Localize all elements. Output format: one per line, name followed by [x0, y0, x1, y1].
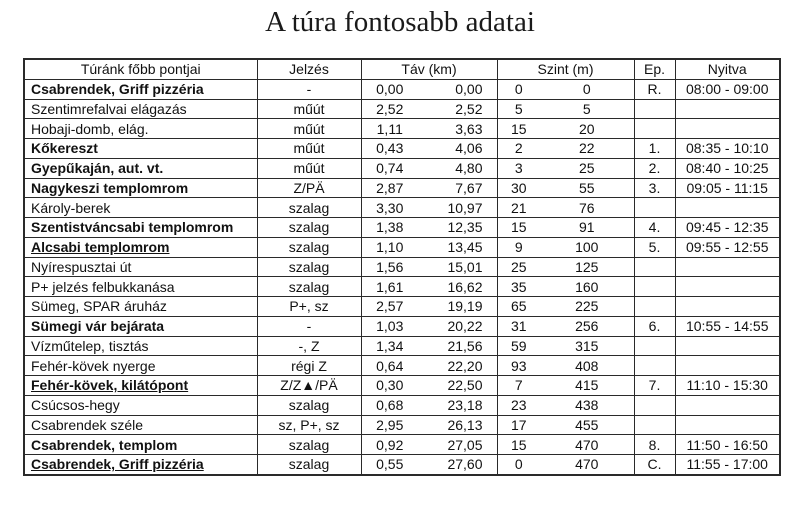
table-row	[24, 119, 780, 139]
checkpoint-cell	[634, 395, 675, 415]
distance-total-cell: 27,60	[418, 455, 497, 475]
elevation-total-cell: 408	[540, 356, 634, 376]
marking-cell: szalag	[257, 277, 361, 297]
elevation-total-cell: 225	[540, 297, 634, 317]
distance-total-cell: 4,80	[418, 158, 497, 178]
checkpoint-cell: 8.	[634, 435, 675, 455]
point-name: P+ jelzés felbukkanása	[24, 277, 257, 297]
elevation-segment-cell: 31	[497, 316, 540, 336]
table-row	[24, 158, 780, 178]
table-row	[24, 198, 780, 218]
elevation-segment-cell: 35	[497, 277, 540, 297]
point-name: Csabrendek, Griff pizzéria	[24, 79, 257, 99]
elevation-segment-cell: 30	[497, 178, 540, 198]
point-name: Szentistváncsabi templomrom	[24, 218, 257, 238]
distance-segment-cell: 2,95	[361, 415, 418, 435]
elevation-total-cell: 438	[540, 395, 634, 415]
distance-total-cell: 10,97	[418, 198, 497, 218]
distance-total-cell: 12,35	[418, 218, 497, 238]
marking-cell: műút	[257, 119, 361, 139]
marking-cell: -	[257, 79, 361, 99]
elevation-segment-cell: 65	[497, 297, 540, 317]
checkpoint-cell	[634, 257, 675, 277]
distance-total-cell: 21,56	[418, 336, 497, 356]
checkpoint-cell	[634, 198, 675, 218]
open-hours-cell: 09:45 - 12:35	[675, 218, 780, 238]
distance-segment-cell: 0,64	[361, 356, 418, 376]
distance-segment-cell: 0,00	[361, 79, 418, 99]
point-name: Csabrendek, Griff pizzéria	[24, 455, 257, 475]
elevation-total-cell: 22	[540, 139, 634, 159]
distance-segment-cell: 2,57	[361, 297, 418, 317]
table-row	[24, 356, 780, 376]
distance-total-cell: 22,20	[418, 356, 497, 376]
elevation-total-cell: 20	[540, 119, 634, 139]
elevation-segment-cell: 17	[497, 415, 540, 435]
table-row	[24, 435, 780, 455]
open-hours-cell: 08:35 - 10:10	[675, 139, 780, 159]
table-row	[24, 376, 780, 396]
distance-segment-cell: 2,52	[361, 99, 418, 119]
table-row	[24, 139, 780, 159]
distance-segment-cell: 0,92	[361, 435, 418, 455]
elevation-total-cell: 100	[540, 237, 634, 257]
elevation-total-cell: 55	[540, 178, 634, 198]
elevation-total-cell: 455	[540, 415, 634, 435]
elevation-segment-cell: 15	[497, 119, 540, 139]
checkpoint-cell: 7.	[634, 376, 675, 396]
distance-total-cell: 22,50	[418, 376, 497, 396]
distance-segment-cell: 3,30	[361, 198, 418, 218]
checkpoint-cell: 1.	[634, 139, 675, 159]
marking-cell: szalag	[257, 435, 361, 455]
table-row	[24, 79, 780, 99]
checkpoint-cell	[634, 415, 675, 435]
point-name: Vízműtelep, tisztás	[24, 336, 257, 356]
header-distance: Táv (km)	[361, 59, 497, 79]
elevation-segment-cell: 15	[497, 435, 540, 455]
elevation-total-cell: 25	[540, 158, 634, 178]
checkpoint-cell	[634, 119, 675, 139]
table-row	[24, 178, 780, 198]
distance-segment-cell: 0,74	[361, 158, 418, 178]
elevation-segment-cell: 0	[497, 455, 540, 475]
checkpoint-cell	[634, 356, 675, 376]
marking-cell: -, Z	[257, 336, 361, 356]
header-open: Nyitva	[675, 59, 780, 79]
point-name: Csabrendek, templom	[24, 435, 257, 455]
elevation-total-cell: 91	[540, 218, 634, 238]
marking-cell: szalag	[257, 237, 361, 257]
open-hours-cell: 11:55 - 17:00	[675, 455, 780, 475]
table-row	[24, 316, 780, 336]
marking-cell: Z/PÄ	[257, 178, 361, 198]
distance-total-cell: 15,01	[418, 257, 497, 277]
elevation-total-cell: 470	[540, 435, 634, 455]
elevation-total-cell: 125	[540, 257, 634, 277]
distance-segment-cell: 0,55	[361, 455, 418, 475]
elevation-total-cell: 5	[540, 99, 634, 119]
distance-segment-cell: 2,87	[361, 178, 418, 198]
checkpoint-cell: 2.	[634, 158, 675, 178]
checkpoint-cell	[634, 336, 675, 356]
marking-cell: régi Z	[257, 356, 361, 376]
open-hours-cell: 09:05 - 11:15	[675, 178, 780, 198]
point-name: Fehér-kövek, kilátópont	[24, 376, 257, 396]
elevation-total-cell: 160	[540, 277, 634, 297]
header-checkpoint: Ep.	[634, 59, 675, 79]
elevation-total-cell: 315	[540, 336, 634, 356]
distance-total-cell: 13,45	[418, 237, 497, 257]
elevation-segment-cell: 15	[497, 218, 540, 238]
marking-cell: műút	[257, 139, 361, 159]
distance-segment-cell: 1,34	[361, 336, 418, 356]
elevation-total-cell: 76	[540, 198, 634, 218]
checkpoint-cell: C.	[634, 455, 675, 475]
elevation-segment-cell: 9	[497, 237, 540, 257]
table-row	[24, 218, 780, 238]
table-row	[24, 455, 780, 475]
point-name: Csabrendek széle	[24, 415, 257, 435]
distance-total-cell: 0,00	[418, 79, 497, 99]
open-hours-cell	[675, 198, 780, 218]
marking-cell: szalag	[257, 395, 361, 415]
elevation-segment-cell: 21	[497, 198, 540, 218]
checkpoint-cell: R.	[634, 79, 675, 99]
elevation-segment-cell: 2	[497, 139, 540, 159]
marking-cell: Z/Z▲/PÄ	[257, 376, 361, 396]
point-name: Alcsabi templomrom	[24, 237, 257, 257]
open-hours-cell	[675, 257, 780, 277]
open-hours-cell	[675, 336, 780, 356]
distance-segment-cell: 1,38	[361, 218, 418, 238]
point-name: Sümegi vár bejárata	[24, 316, 257, 336]
table-row	[24, 336, 780, 356]
marking-cell: szalag	[257, 257, 361, 277]
open-hours-cell: 10:55 - 14:55	[675, 316, 780, 336]
checkpoint-cell	[634, 277, 675, 297]
point-name: Csúcsos-hegy	[24, 395, 257, 415]
elevation-segment-cell: 3	[497, 158, 540, 178]
point-name: Nyírespusztai út	[24, 257, 257, 277]
open-hours-cell	[675, 297, 780, 317]
table-row	[24, 297, 780, 317]
point-name: Szentimrefalvai elágazás	[24, 99, 257, 119]
marking-cell: szalag	[257, 455, 361, 475]
marking-cell: szalag	[257, 198, 361, 218]
elevation-segment-cell: 0	[497, 79, 540, 99]
point-name: Fehér-kövek nyerge	[24, 356, 257, 376]
elevation-segment-cell: 7	[497, 376, 540, 396]
checkpoint-cell: 5.	[634, 237, 675, 257]
marking-cell: szalag	[257, 218, 361, 238]
distance-segment-cell: 0,68	[361, 395, 418, 415]
marking-cell: műút	[257, 158, 361, 178]
checkpoint-cell: 3.	[634, 178, 675, 198]
elevation-segment-cell: 25	[497, 257, 540, 277]
elevation-total-cell: 470	[540, 455, 634, 475]
open-hours-cell	[675, 415, 780, 435]
distance-segment-cell: 1,10	[361, 237, 418, 257]
open-hours-cell: 08:40 - 10:25	[675, 158, 780, 178]
table-row	[24, 415, 780, 435]
distance-total-cell: 23,18	[418, 395, 497, 415]
elevation-segment-cell: 59	[497, 336, 540, 356]
open-hours-cell	[675, 356, 780, 376]
elevation-total-cell: 415	[540, 376, 634, 396]
distance-total-cell: 3,63	[418, 119, 497, 139]
open-hours-cell: 08:00 - 09:00	[675, 79, 780, 99]
point-name: Nagykeszi templomrom	[24, 178, 257, 198]
distance-segment-cell: 0,30	[361, 376, 418, 396]
distance-segment-cell: 1,56	[361, 257, 418, 277]
elevation-segment-cell: 93	[497, 356, 540, 376]
table-row	[24, 257, 780, 277]
table-row	[24, 277, 780, 297]
table-row	[24, 99, 780, 119]
open-hours-cell	[675, 99, 780, 119]
elevation-segment-cell: 5	[497, 99, 540, 119]
checkpoint-cell: 6.	[634, 316, 675, 336]
elevation-total-cell: 0	[540, 79, 634, 99]
header-marking: Jelzés	[257, 59, 361, 79]
page-title: A túra fontosabb adatai	[265, 6, 535, 38]
elevation-segment-cell: 23	[497, 395, 540, 415]
marking-cell: P+, sz	[257, 297, 361, 317]
point-name: Hobaji-domb, elág.	[24, 119, 257, 139]
marking-cell: műút	[257, 99, 361, 119]
point-name: Károly-berek	[24, 198, 257, 218]
header-elevation: Szint (m)	[497, 59, 634, 79]
distance-total-cell: 4,06	[418, 139, 497, 159]
marking-cell: -	[257, 316, 361, 336]
point-name: Kőkereszt	[24, 139, 257, 159]
distance-total-cell: 26,13	[418, 415, 497, 435]
open-hours-cell: 09:55 - 12:55	[675, 237, 780, 257]
distance-total-cell: 19,19	[418, 297, 497, 317]
checkpoint-cell	[634, 297, 675, 317]
distance-segment-cell: 0,43	[361, 139, 418, 159]
distance-segment-cell: 1,03	[361, 316, 418, 336]
table-header-row	[24, 59, 780, 79]
elevation-total-cell: 256	[540, 316, 634, 336]
header-points: Túránk főbb pontjai	[24, 59, 257, 79]
checkpoint-cell: 4.	[634, 218, 675, 238]
distance-total-cell: 20,22	[418, 316, 497, 336]
open-hours-cell	[675, 119, 780, 139]
checkpoint-cell	[634, 99, 675, 119]
table-row	[24, 237, 780, 257]
table-row	[24, 395, 780, 415]
distance-total-cell: 2,52	[418, 99, 497, 119]
marking-cell: sz, P+, sz	[257, 415, 361, 435]
open-hours-cell	[675, 277, 780, 297]
distance-segment-cell: 1,61	[361, 277, 418, 297]
open-hours-cell: 11:50 - 16:50	[675, 435, 780, 455]
distance-total-cell: 16,62	[418, 277, 497, 297]
distance-total-cell: 7,67	[418, 178, 497, 198]
open-hours-cell: 11:10 - 15:30	[675, 376, 780, 396]
tour-data-table	[23, 58, 781, 476]
point-name: Sümeg, SPAR áruház	[24, 297, 257, 317]
open-hours-cell	[675, 395, 780, 415]
point-name: Gyepűkaján, aut. vt.	[24, 158, 257, 178]
distance-segment-cell: 1,11	[361, 119, 418, 139]
distance-total-cell: 27,05	[418, 435, 497, 455]
